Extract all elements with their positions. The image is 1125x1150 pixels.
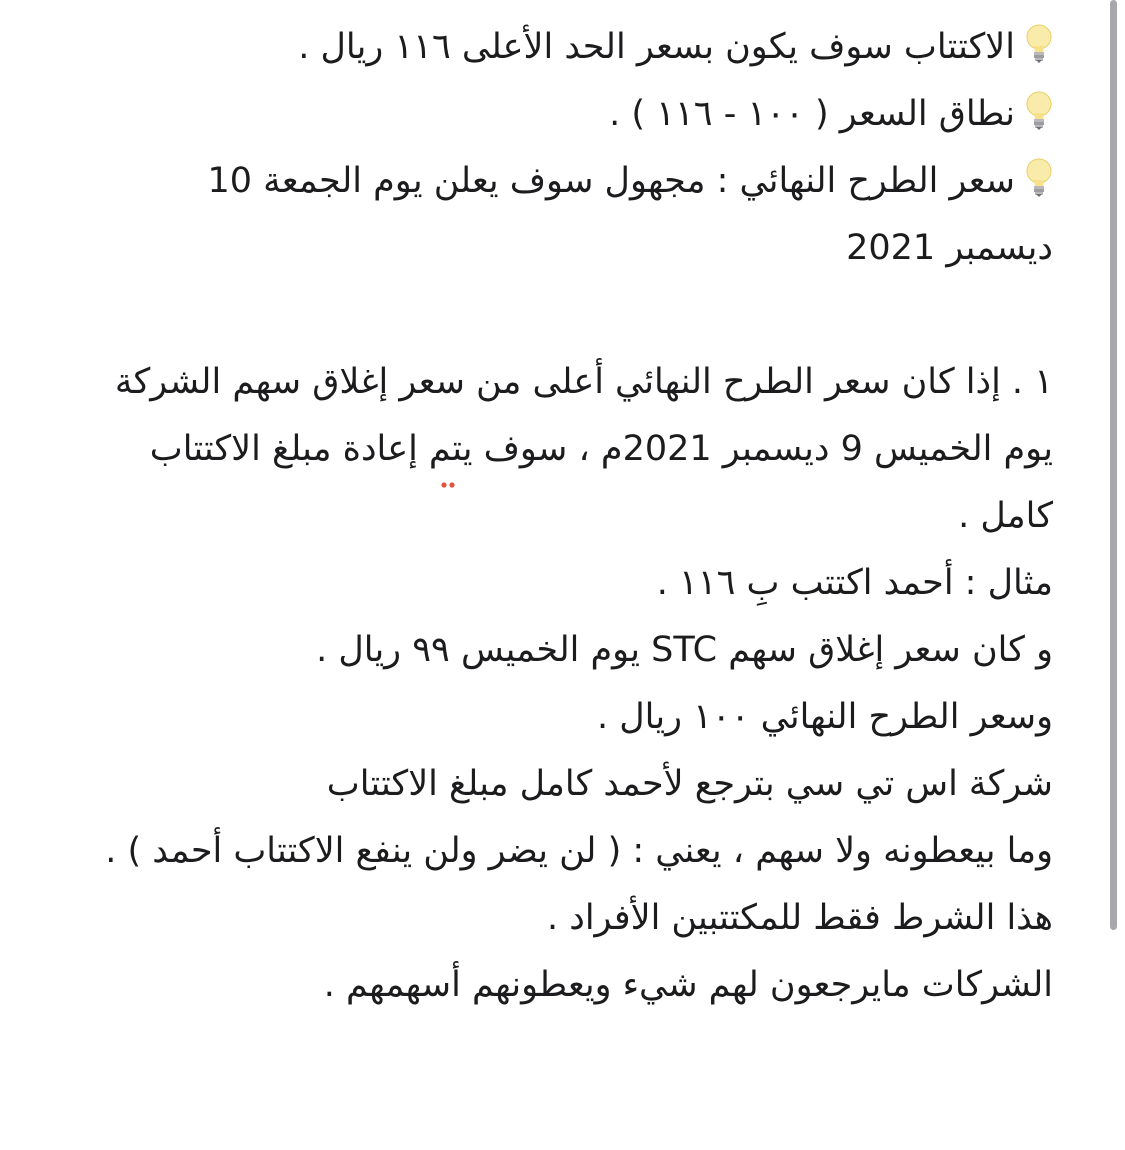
example-line-2: و كان سعر إغلاق سهم STC يوم الخميس ٩٩ ريال . — [316, 630, 1053, 670]
scrollbar[interactable] — [1110, 0, 1117, 930]
example-line-5: وما بيعطونه ولا سهم ، يعني : ( لن يضر ولن ينفع الاكتتاب أحمد ) . — [105, 831, 1053, 871]
note-body — [100, 14, 1053, 1019]
lightbulb-icon — [1025, 158, 1053, 198]
bullet-line-1 — [100, 14, 1053, 81]
example-line-3: وسعر الطرح النهائي ١٠٠ ريال . — [597, 697, 1053, 737]
bullet-text: نطاق السعر ( ١٠٠ - ١١٦ ) . — [609, 94, 1015, 134]
lightbulb-icon — [1025, 24, 1053, 64]
bullet-text: سعر الطرح النهائي : مجهول سوف يعلن يوم الجمعة 10 ديسمبر 2021 — [207, 161, 1053, 268]
example-line-1: مثال : أحمد اكتتب بِ ١١٦ . — [656, 563, 1053, 603]
paragraph-1: ١ . إذا كان سعر الطرح النهائي أعلى من سعر إغلاق سهم الشركة يوم الخميس 9 ديسمبر 2021م ، سوف يتم إعادة مبلغ الاكتتاب كامل . — [114, 362, 1053, 536]
bullet-line-2 — [100, 81, 1053, 148]
condition-line: هذا الشرط فقط للمكتتبين الأفراد . — [547, 898, 1053, 938]
blank-line — [100, 282, 1053, 349]
bullet-line-3 — [100, 148, 1053, 282]
lightbulb-icon — [1025, 91, 1053, 131]
companies-line: الشركات مايرجعون لهم شيء ويعطونهم أسهمهم . — [323, 965, 1053, 1005]
spellcheck-marker — [440, 481, 456, 489]
example-line-4: شركة اس تي سي بترجع لأحمد كامل مبلغ الاكتتاب — [326, 764, 1053, 804]
bullet-text: الاكتتاب سوف يكون بسعر الحد الأعلى ١١٦ ريال . — [298, 27, 1015, 67]
